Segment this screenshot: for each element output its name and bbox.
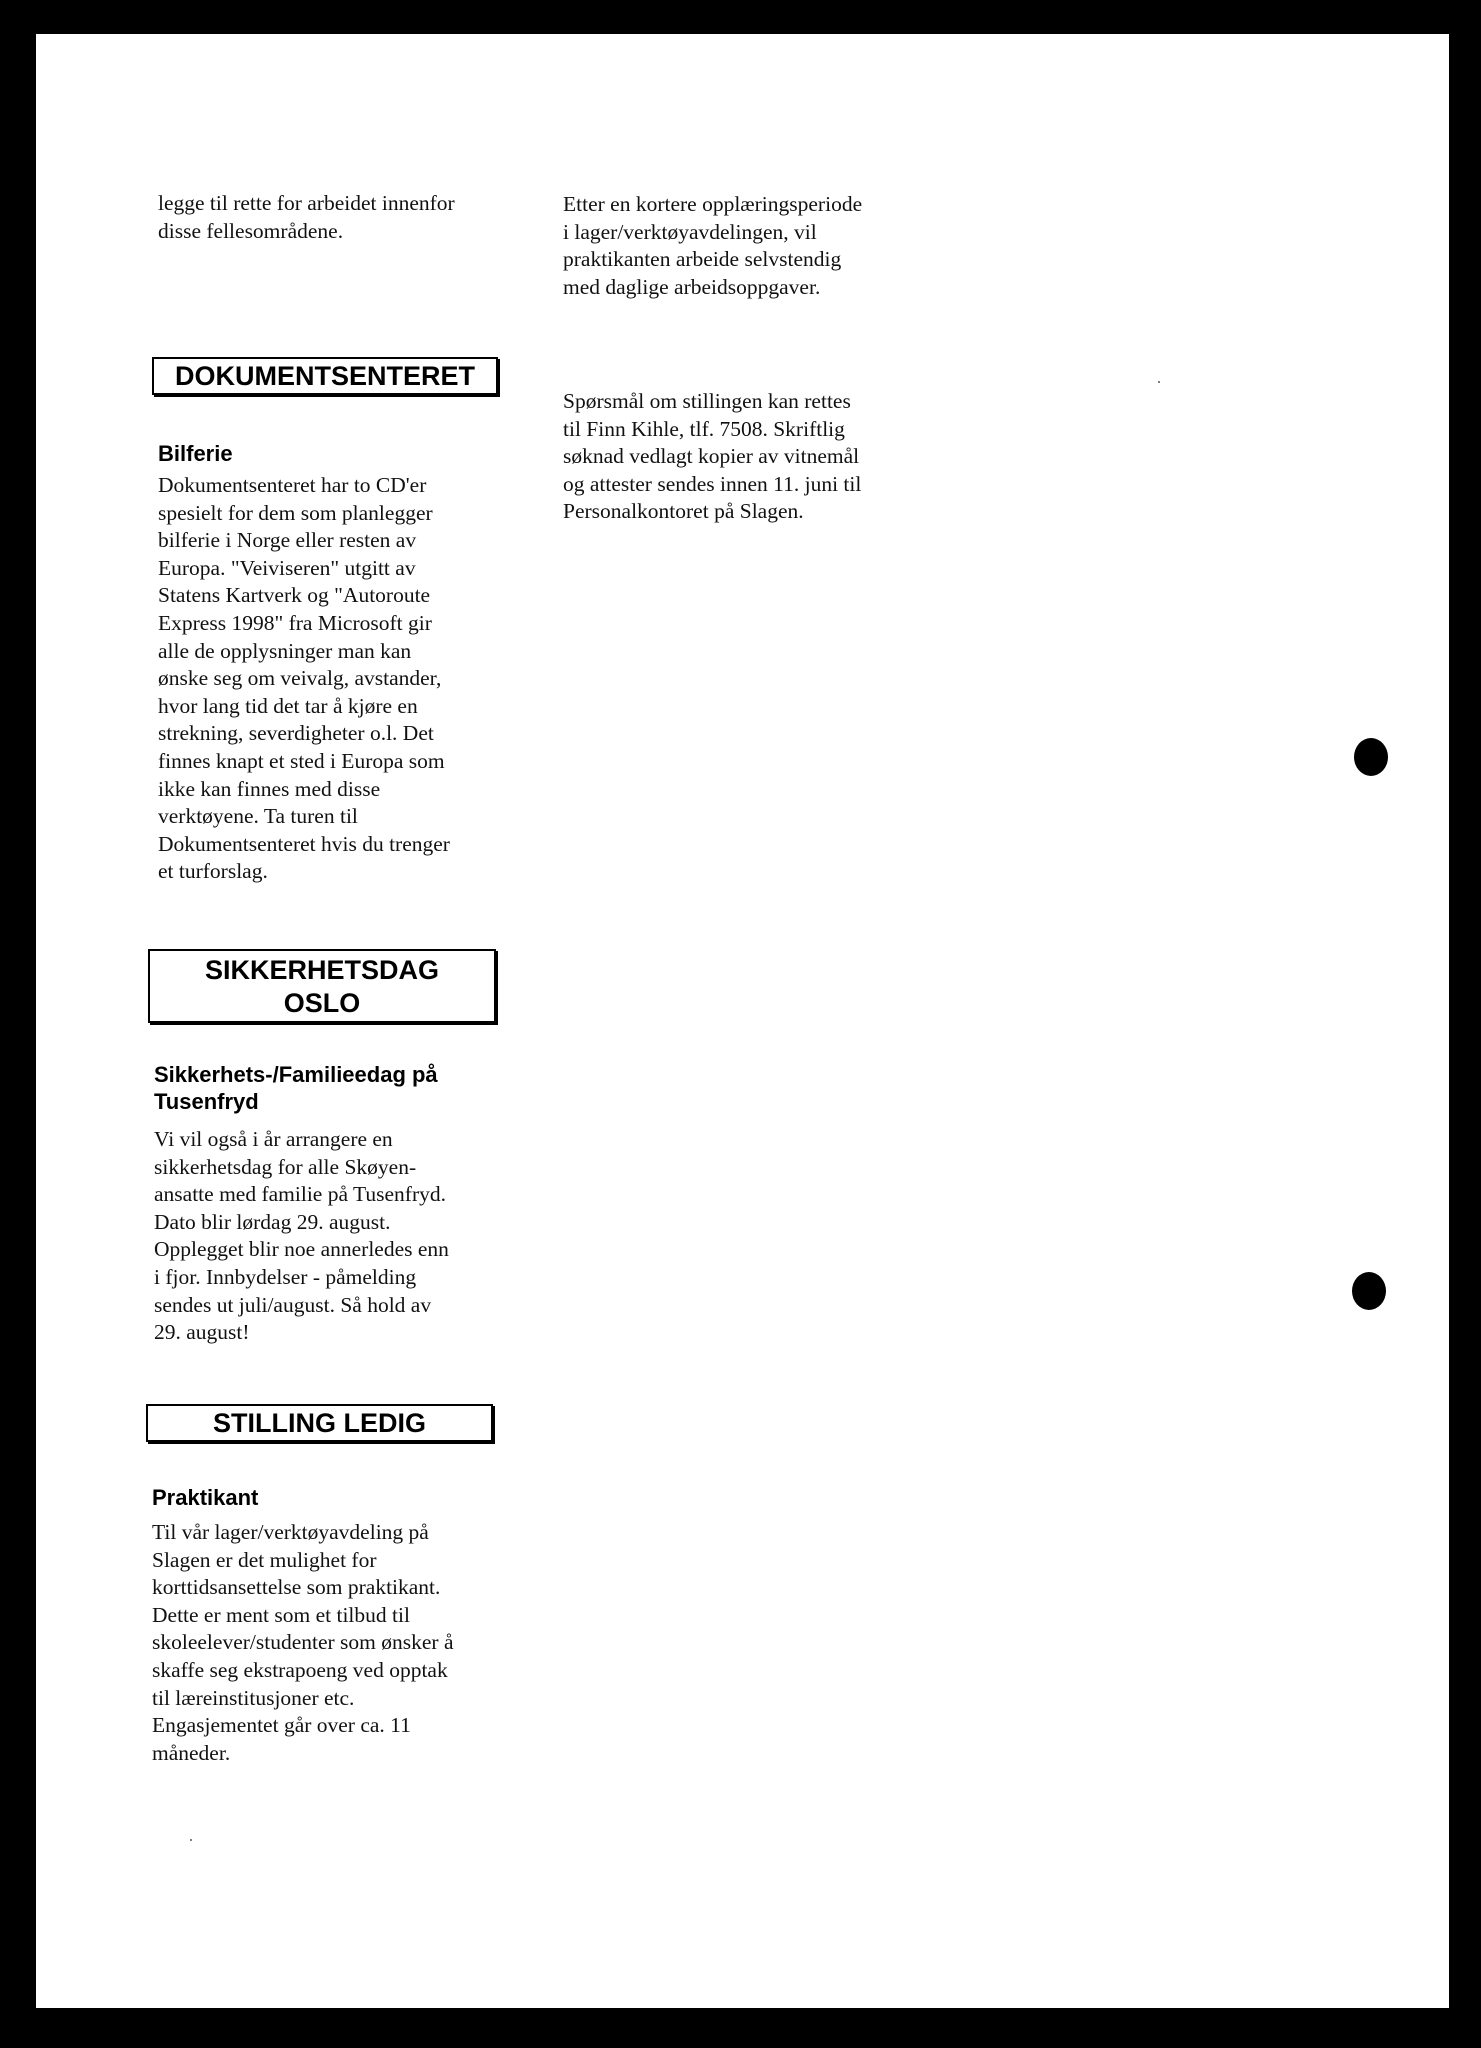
subheading-familiedag: Sikkerhets-/Familieedag på Tusenfryd	[154, 1062, 438, 1114]
body-bilferie: Dokumentsenteret har to CD'er spesielt for dem som planlegger bilferie i Norge eller resten av Europa. "Veiviseren" utgitt av Statens Kartverk og "Autoroute Express 1998" fra Microsoft gir alle de opplysninger man kan ønske seg om veivalg, avstander, hvor lang tid det tar å kjøre en strekning, severdigheter o.l. Det finnes knapt et sted i Europa som ikke kan finnes med disse verktøyene. Ta turen til Dokumentsenteret hvis du trenger et turforslag.	[158, 473, 450, 884]
body-praktikant: Til vår lager/verktøyavdeling på Slagen er det mulighet for korttidsansettelse som praktikant. Dette er ment som et tilbud til skoleelever/studenter som ønsker å skaffe seg ekstrapoeng ved opptak til læreinstitusjoner etc. Engasjementet går over ca. 11 måneder.	[152, 1520, 454, 1765]
subheading-bilferie: Bilferie	[158, 441, 233, 466]
intro-text: legge til rette for arbeidet innenfor disse fellesområdene.	[158, 191, 455, 243]
scan-speck	[1158, 381, 1160, 383]
section-heading-stilling-ledig: STILLING LEDIG	[146, 1404, 493, 1442]
section-heading-dokumentsenteret: DOKUMENTSENTERET	[152, 357, 498, 395]
body-familiedag: Vi vil også i år arrangere en sikkerhetsdag for alle Skøyen- ansatte med familie på Tusenfryd. Dato blir lørdag 29. august. Opplegget blir noe annerledes enn i fjor. Innbydelser - påmelding sendes ut juli/august. Så hold av 29. august!	[154, 1127, 449, 1345]
punch-hole-lower	[1352, 1272, 1386, 1310]
right-paragraph-1: Etter en kortere opplæringsperiode i lager/verktøyavdelingen, vil praktikanten arbeide selvstendig med daglige arbeidsoppgaver.	[563, 192, 863, 299]
punch-hole-upper	[1354, 738, 1388, 776]
right-paragraph-2: Spørsmål om stillingen kan rettes til Finn Kihle, tlf. 7508. Skriftlig søknad vedlagt kopier av vitnemål og attester sendes innen 11. juni til Personalkontoret på Slagen.	[563, 389, 862, 524]
document-page	[36, 34, 1449, 2008]
scan-speck	[190, 1839, 192, 1841]
subheading-praktikant: Praktikant	[152, 1485, 259, 1510]
section-heading-sikkerhetsdag-oslo: SIKKERHETSDAG OSLO	[148, 949, 496, 1023]
